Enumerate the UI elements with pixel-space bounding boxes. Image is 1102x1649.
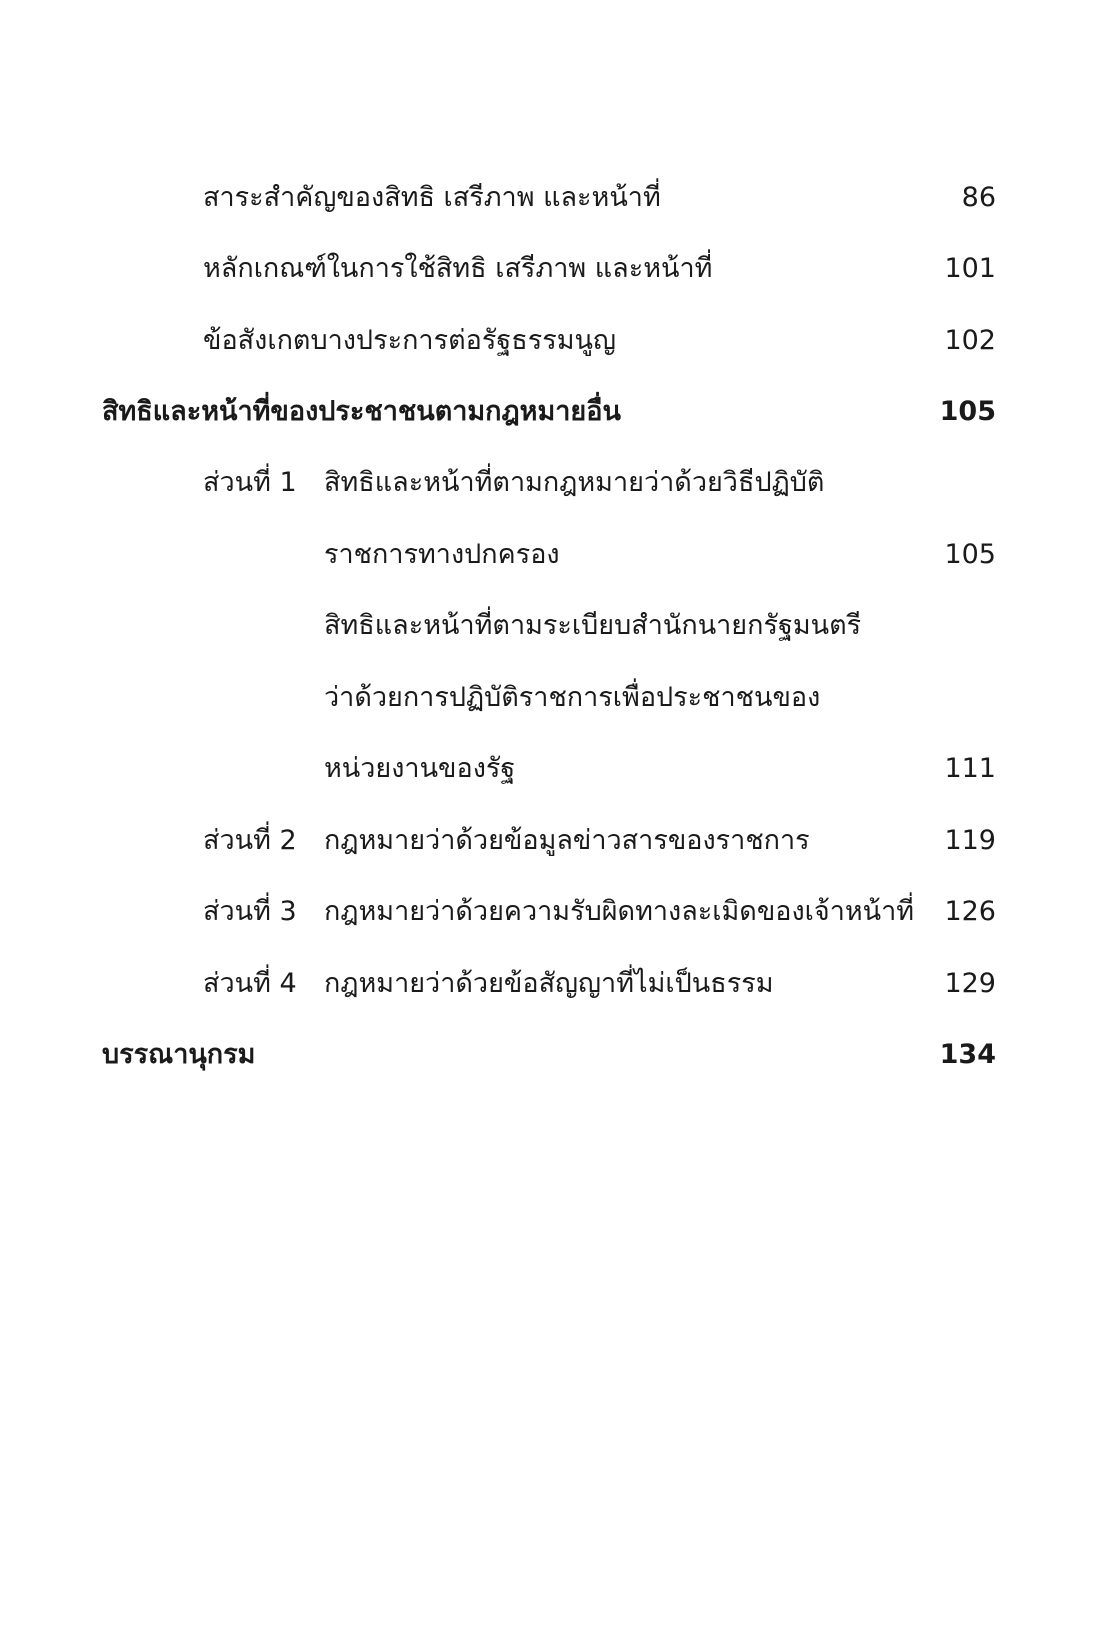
toc-part-label: ส่วนที่ 2 <box>203 825 297 856</box>
toc-chapter-heading <box>0 392 1102 432</box>
toc-part-label: ส่วนที่ 4 <box>203 968 297 999</box>
toc-entry-title: สิทธิและหน้าที่ตามกฎหมายว่าด้วยวิธีปฏิบัติ <box>324 467 825 498</box>
toc-entry-title: หน่วยงานของรัฐ <box>324 753 516 784</box>
toc-entry-page: 126 <box>944 896 996 927</box>
toc-entry <box>0 606 1102 646</box>
toc-entry-title: หลักเกณฑ์ในการใช้สิทธิ เสรีภาพ และหน้าที่ <box>203 253 713 284</box>
toc-entry-continuation <box>0 749 1102 789</box>
toc-entry <box>0 178 1102 218</box>
toc-part-entry <box>0 892 1102 932</box>
toc-entry-page: 111 <box>944 753 996 784</box>
toc-chapter-title: บรรณานุกรม <box>102 1039 256 1070</box>
toc-entry-title: สิทธิและหน้าที่ตามระเบียบสำนักนายกรัฐมนตรี <box>324 610 862 641</box>
toc-entry-title: ว่าด้วยการปฏิบัติราชการเพื่อประชาชนของ <box>324 682 821 713</box>
toc-part-entry <box>0 463 1102 503</box>
toc-part-entry <box>0 964 1102 1004</box>
toc-entry-page: 102 <box>944 325 996 356</box>
toc-chapter-page: 134 <box>939 1039 996 1070</box>
toc-entry-page: 129 <box>944 968 996 999</box>
toc-entry-page: 105 <box>944 539 996 570</box>
toc-entry-continuation <box>0 678 1102 718</box>
toc-chapter-page: 105 <box>939 396 996 427</box>
toc-entry-page: 119 <box>944 825 996 856</box>
toc-part-entry <box>0 821 1102 861</box>
toc-entry-title: สาระสำคัญของสิทธิ เสรีภาพ และหน้าที่ <box>203 182 661 213</box>
toc-entry <box>0 321 1102 361</box>
toc-part-label: ส่วนที่ 3 <box>203 896 297 927</box>
toc-entry-title: กฎหมายว่าด้วยความรับผิดทางละเมิดของเจ้าหน้าที่ <box>324 896 915 927</box>
toc-entry-page: 101 <box>944 253 996 284</box>
toc-entry-title: กฎหมายว่าด้วยข้อมูลข่าวสารของราชการ <box>324 825 810 856</box>
toc-part-label: ส่วนที่ 1 <box>203 467 297 498</box>
toc-entry-title: กฎหมายว่าด้วยข้อสัญญาที่ไม่เป็นธรรม <box>324 968 774 999</box>
toc-entry-page: 86 <box>961 182 996 213</box>
toc-entry-title: ข้อสังเกตบางประการต่อรัฐธรรมนูญ <box>203 325 616 356</box>
toc-entry <box>0 249 1102 289</box>
toc-chapter-title: สิทธิและหน้าที่ของประชาชนตามกฎหมายอื่น <box>102 396 621 427</box>
toc-chapter-heading <box>0 1035 1102 1075</box>
toc-entry-title: ราชการทางปกครอง <box>324 539 560 570</box>
toc-entry-continuation <box>0 535 1102 575</box>
